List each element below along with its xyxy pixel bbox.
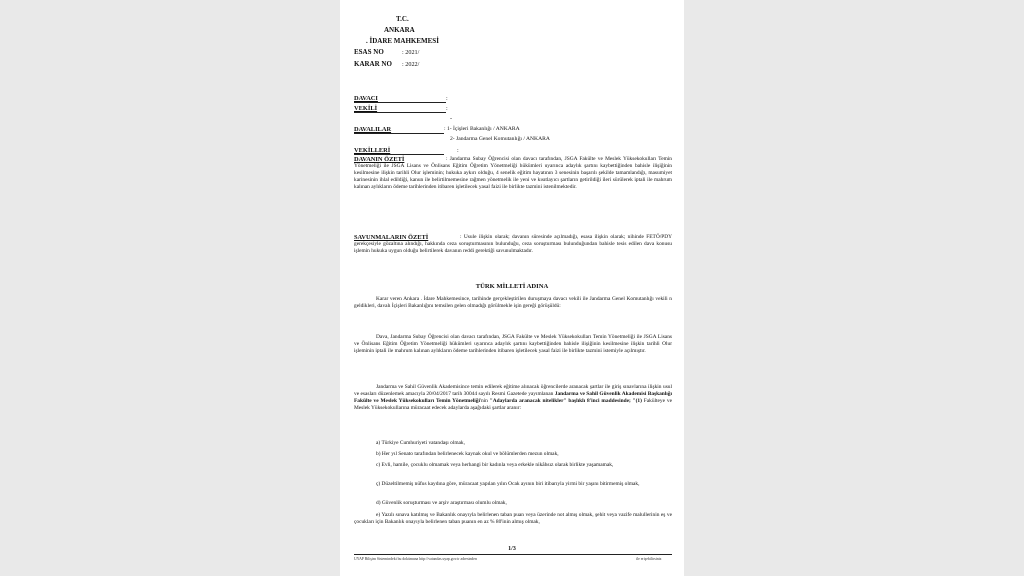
vekilleri-underline — [354, 154, 444, 155]
list-item: ç) Düzeltilmemiş nüfus kaydına göre, müracaat yapılan yılın Ocak ayının biri itibarıyla yirmi bir yaşını bitirmemiş olmak, — [376, 481, 640, 487]
paragraph-3-part-e: Fakülteye ve Meslek Yüksekokullarına müracaat edecek adaylarda aşağıdaki şartlar aranır: — [354, 398, 672, 412]
document-page — [340, 0, 684, 576]
page-number: 1/3 — [508, 546, 516, 552]
list-item: c) Evli, hamile, çocuklu olmamak veya herhangi bir kadınla veya erkekle nikâhsız olarak birlikte yaşamamak, — [376, 462, 614, 468]
vekilleri-label: VEKİLLERİ — [354, 147, 391, 154]
section-title: TÜRK MİLLETİ ADINA — [475, 283, 549, 290]
footer-right-text: ile erişebilirsiniz — [636, 557, 662, 561]
esas-value: : 2021/ — [402, 49, 420, 56]
footer-left-text: UYAP Bilişim Sistemindeki bu dokümana http://vatandas.uyap.gov.tr adresinden — [354, 557, 477, 561]
paragraph-1: Karar veren Ankara . İdare Mahkemesince, tarihinde gerçekleştirilen duruşmaya davacı vekili ile Jandarma Genel Komutanlığı vekili n geldikleri, davalı İçişleri Bakanlığını temsilen gelen olmadığı görülmekle işin gereği görüşüldü: — [354, 296, 672, 310]
davalilar-underline — [354, 133, 444, 134]
davali-2: 2- Jandarma Genel Komutanlığı / ANKARA — [450, 136, 550, 142]
davaci-underline — [354, 102, 446, 103]
vekili-dash: - — [450, 115, 453, 122]
savunma-label: SAVUNMALARIN ÖZETİ — [354, 234, 429, 241]
vekili-underline — [354, 112, 446, 113]
davali-1: : 1- İçişleri Bakanlığı / ANKARA — [444, 126, 520, 132]
vekili-colon: : — [446, 105, 448, 112]
karar-value: : 2022/ — [402, 61, 420, 68]
list-item: b) Her yıl Senato tarafından belirlenecek kaynak okul ve bölümlerden mezun olmak, — [376, 451, 559, 457]
paragraph-3-regulation: Jandarma ve Sahil Güvenlik Akademisi Başkanlığı Fakülte ve Meslek Yüksekokulları Temin Yönetmeliği — [354, 391, 672, 405]
davaci-label: DAVACI — [354, 95, 378, 102]
davaci-colon: : — [446, 95, 448, 102]
vekili-label: VEKİLİ — [354, 105, 378, 112]
list-item: a) Türkiye Cumhuriyeti vatandaşı olmak, — [376, 440, 465, 446]
list-item: e) Yazılı sınava katılmış ve Bakanlık onayıyla belirlenen taban puan veya üzerinde not almış olmak, şehit veya vazife malullerinin eş ve çocukları için Bakanlık onayıyla belirlenen taban puanın en az % 80'inin almış olmak, — [354, 512, 672, 526]
header-court: . İDARE MAHKEMESİ — [366, 37, 439, 45]
header-city: ANKARA — [384, 26, 415, 34]
vekilleri-colon: : — [457, 147, 459, 154]
esas-label: ESAS NO — [354, 48, 384, 56]
ozet-text: : Jandarma Subay Öğrencisi olan davacı tarafından, JSGA Fakülte ve Meslek Yüksekokulları Temin Yönetmeliği ile JSGA Lisans ve Önlisans Eğitim Öğretim Yönetmeliği hükümleri uyarınca adaylık şartını kaybettiğinden bahisle ilişiğinin kesilmesine ilişkin tarihli Olur işleminin; hukuka aykırı olduğu, 4 senelik eğitim hayatının 3 senesinin başarılı şekilde tamamlandığı, masumiyet karinesinin ihlal edildiği, kanun ile belirtilmemesine rağmen yönetmelik ile yeni ve kısıtlayıcı şartların getirildiği ileri sürülerek iptali ile mahrum kalınan aylıkların ödeme tarihlerinden itibaren işletilecek yasal faizi ile birlikte tazmini istenilmektedir. — [354, 156, 672, 191]
paragraph-3-part-c: 'nin — [479, 398, 490, 405]
davalilar-label: DAVALILAR — [354, 126, 392, 133]
paragraph-3-article: "Adaylarda aranacak nitelikler" başlıklı 8'inci maddesinde; "(1) — [489, 398, 642, 405]
paragraph-2: Dava, Jandarma Subay Öğrencisi olan davacı tarafından, JSGA Fakülte ve Meslek Yüksekokulları Temin Yönetmeliği ile JSGA Lisans ve Önlisans Eğitim Öğretim Yönetmeliği hükümleri uyarınca adaylık şartını kaybettiğinden bahisle ilişiğinin kesilmesine ilişkin tarihli Olur işleminin iptali ile mahrum kalınan aylıkların ödeme tarihlerinden itibaren işletilecek yasal faizi ile birlikte tazmini istemiyle açılmıştır. — [354, 334, 672, 355]
header-tc: T.C. — [396, 15, 409, 23]
savunma-text: : Usule ilişkin olarak; davanın süresinde açılmadığı, esasa ilişkin olarak; nihinde FETÖ/PDY gerekçesiyle gözaltına alındığı, hakkında ceza soruşturmasının bulunduğu, ceza soruşturması bulunduğundan bahisle tesis edilen dava konusu işlemin hukuka uygun olduğu belirtilerek davanın reddi gerektiği savunulmaktadır. — [354, 234, 672, 255]
footer-rule — [354, 554, 672, 555]
paragraph-3-part-a: Jandarma ve Sahil Güvenlik Akademisince temin edilerek eğitime alınacak öğrencilerde aranacak şartlar ile giriş sınavlarına ilişkin usul ve esasları düzenlemek amacıyla 20/04/2017 tarih 30044 sayılı Resmi Gazetede yayımlanan — [354, 384, 672, 398]
list-item: d) Güvenlik soruşturması ve arşiv araştırması olumlu olmak, — [376, 500, 507, 506]
ozet-label: DAVANIN ÖZETİ — [354, 156, 405, 163]
karar-label: KARAR NO — [354, 60, 392, 68]
paragraph-3 — [354, 384, 672, 412]
